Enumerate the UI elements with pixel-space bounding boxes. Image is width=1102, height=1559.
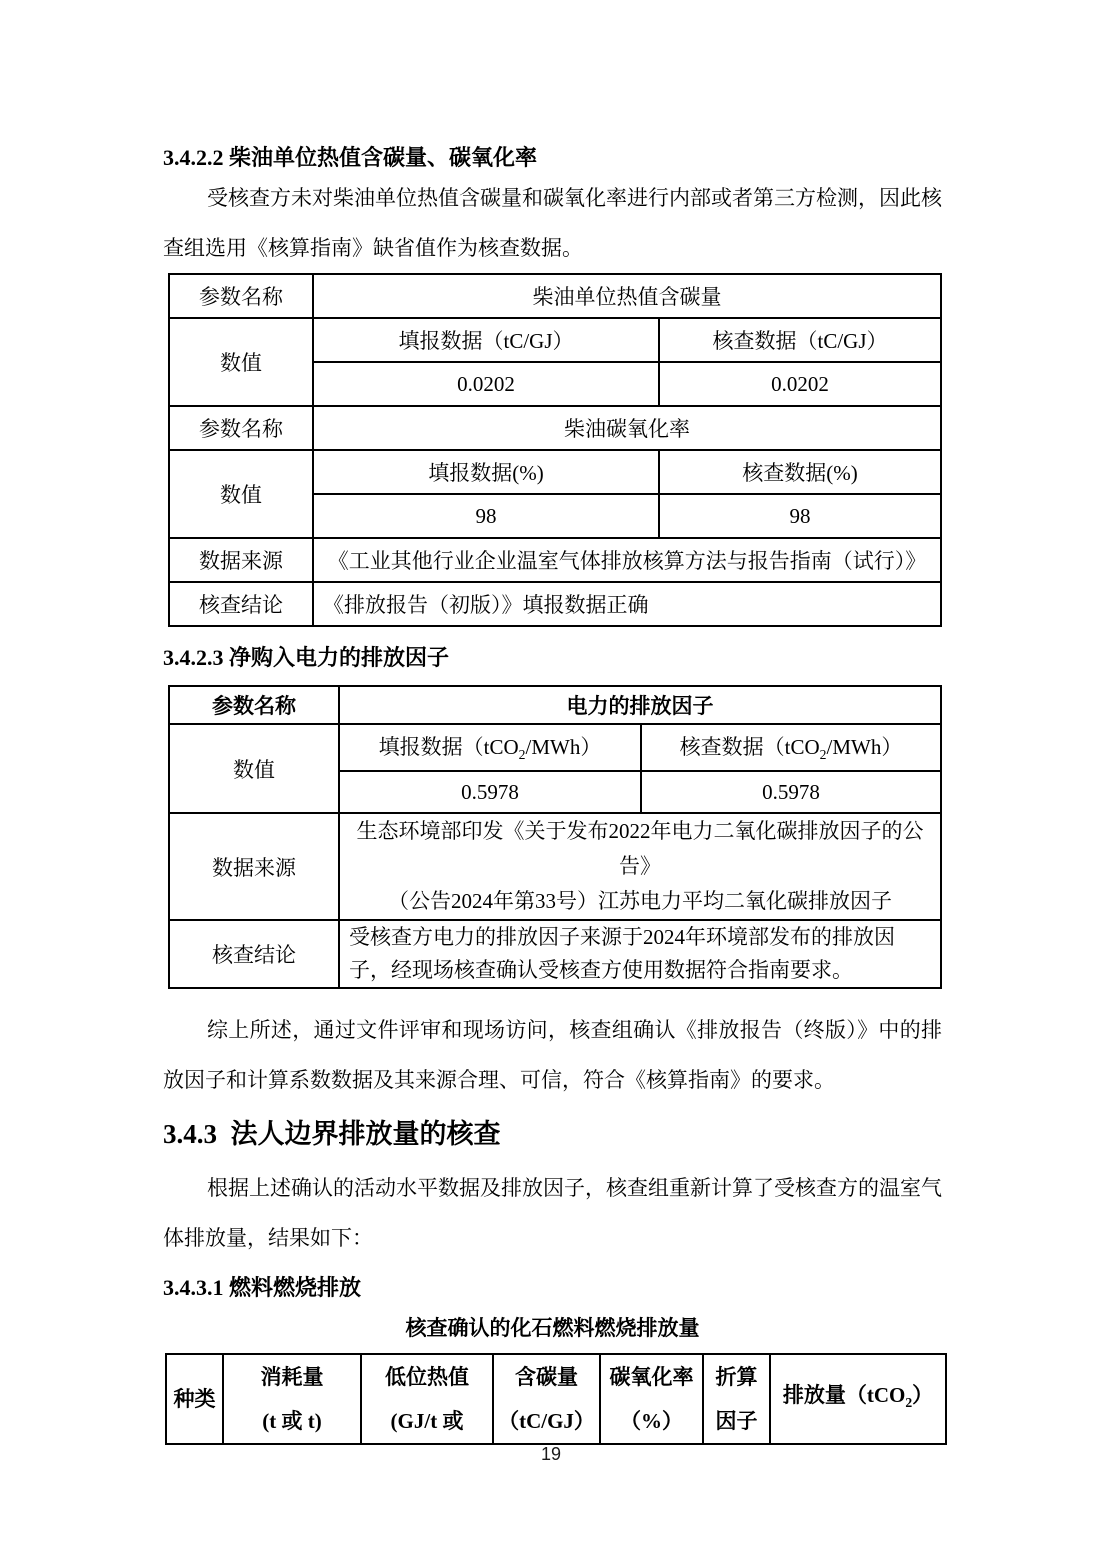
param-name-label-cell: 参数名称: [169, 406, 313, 450]
table-header-row: [166, 1354, 946, 1444]
header-conversion-factor: 折算 因子: [703, 1354, 770, 1444]
table-row: [169, 920, 941, 988]
reported-data-header-cell: 填报数据（tCO$_2$/MWh）: [339, 724, 641, 771]
verified-data-header-cell: 核查数据(%): [659, 450, 941, 494]
data-source-label-cell: 数据来源: [169, 538, 313, 582]
header-lower-heating-value: 低位热值 (GJ/t 或: [361, 1354, 493, 1444]
table-row: [169, 450, 941, 494]
verified-data-value-cell: 98: [659, 494, 941, 538]
value-label-cell: 数值: [169, 724, 339, 813]
table-row: [169, 318, 941, 362]
table-row: [169, 813, 941, 920]
source-line-2: （公告2024年第33号）江苏电力平均二氧化碳排放因子: [388, 889, 892, 913]
reported-data-value-cell: 98: [313, 494, 659, 538]
param-name-value-cell: 柴油碳氧化率: [313, 406, 941, 450]
header-consumption: 消耗量 (t 或 t): [223, 1354, 361, 1444]
table-row: [169, 582, 941, 626]
data-source-label-cell: 数据来源: [169, 813, 339, 920]
reported-data-header-cell: 填报数据(%): [313, 450, 659, 494]
reported-data-value-cell: 0.5978: [339, 771, 641, 813]
reported-data-header-cell: 填报数据（tC/GJ）: [313, 318, 659, 362]
conclusion-label-cell: 核查结论: [169, 582, 313, 626]
param-name-value-cell: 柴油单位热值含碳量: [313, 274, 941, 318]
header-oxidation-rate: 碳氧化率 （%）: [600, 1354, 703, 1444]
subscript: 2: [819, 747, 827, 763]
param-name-label-cell: 参数名称: [169, 686, 339, 724]
paragraph-recalculation: 根据上述确认的活动水平数据及排放因子，核查组重新计算了受核查方的温室气体排放量，结果如下：: [163, 1176, 942, 1250]
verified-data-header-cell: 核查数据（tCO$_2$/MWh）: [641, 724, 941, 771]
table-row: [169, 724, 941, 771]
table-row: [169, 686, 941, 724]
value-label-cell: 数值: [169, 450, 313, 538]
source-line-1: 生态环境部印发《关于发布2022年电力二氧化碳排放因子的公告》: [356, 819, 924, 878]
table-fuel-combustion-emissions: [165, 1353, 947, 1445]
table-diesel-parameters: [168, 273, 942, 627]
value-label-cell: 数值: [169, 318, 313, 406]
heading-3-4-2-3: 3.4.2.3 净购入电力的排放因子: [163, 645, 450, 670]
verified-data-value-cell: 0.5978: [641, 771, 941, 813]
conclusion-value-cell: 受核查方电力的排放因子来源于2024年环境部发布的排放因子，经现场核查确认受核查方使用数据符合指南要求。: [339, 920, 941, 988]
heading-3-4-2-2: 3.4.2.2 柴油单位热值含碳量、碳氧化率: [163, 145, 538, 170]
page-number: 19: [540, 1444, 562, 1464]
conclusion-value-cell: 《排放报告（初版）》填报数据正确: [313, 582, 941, 626]
heading-3-4-3: 3.4.3 法人边界排放量的核查: [163, 1119, 501, 1149]
header-emissions: 排放量（tCO$_2$）: [770, 1354, 946, 1444]
verified-data-value-cell: 0.0202: [659, 362, 941, 406]
reported-data-value-cell: 0.0202: [313, 362, 659, 406]
table-electricity-emission-factor: [168, 685, 942, 989]
table-row: [169, 274, 941, 318]
param-name-label-cell: 参数名称: [169, 274, 313, 318]
table-row: [169, 538, 941, 582]
header-carbon-content: 含碳量 （tC/GJ）: [493, 1354, 600, 1444]
paragraph-summary-conclusion: 综上所述，通过文件评审和现场访问，核查组确认《排放报告（终版）》中的排放因子和计算系数数据及其来源合理、可信，符合《核算指南》的要求。: [163, 1018, 942, 1092]
verified-data-header-cell: 核查数据（tC/GJ）: [659, 318, 941, 362]
param-name-value-cell: 电力的排放因子: [339, 686, 941, 724]
data-source-value-cell: 《工业其他行业企业温室气体排放核算方法与报告指南（试行）》: [313, 538, 941, 582]
subscript: 2: [518, 747, 526, 763]
conclusion-label-cell: 核查结论: [169, 920, 339, 988]
table-caption-fuel-combustion: 核查确认的化石燃料燃烧排放量: [405, 1316, 700, 1340]
data-source-value-cell: [339, 813, 941, 920]
header-fuel-type: 种类: [166, 1354, 223, 1444]
table-row: [169, 406, 941, 450]
heading-3-4-3-1: 3.4.3.1 燃料燃烧排放: [163, 1275, 362, 1300]
paragraph-diesel-default-values: 受核查方未对柴油单位热值含碳量和碳氧化率进行内部或者第三方检测，因此核查组选用《核算指南》缺省值作为核查数据。: [163, 186, 942, 260]
